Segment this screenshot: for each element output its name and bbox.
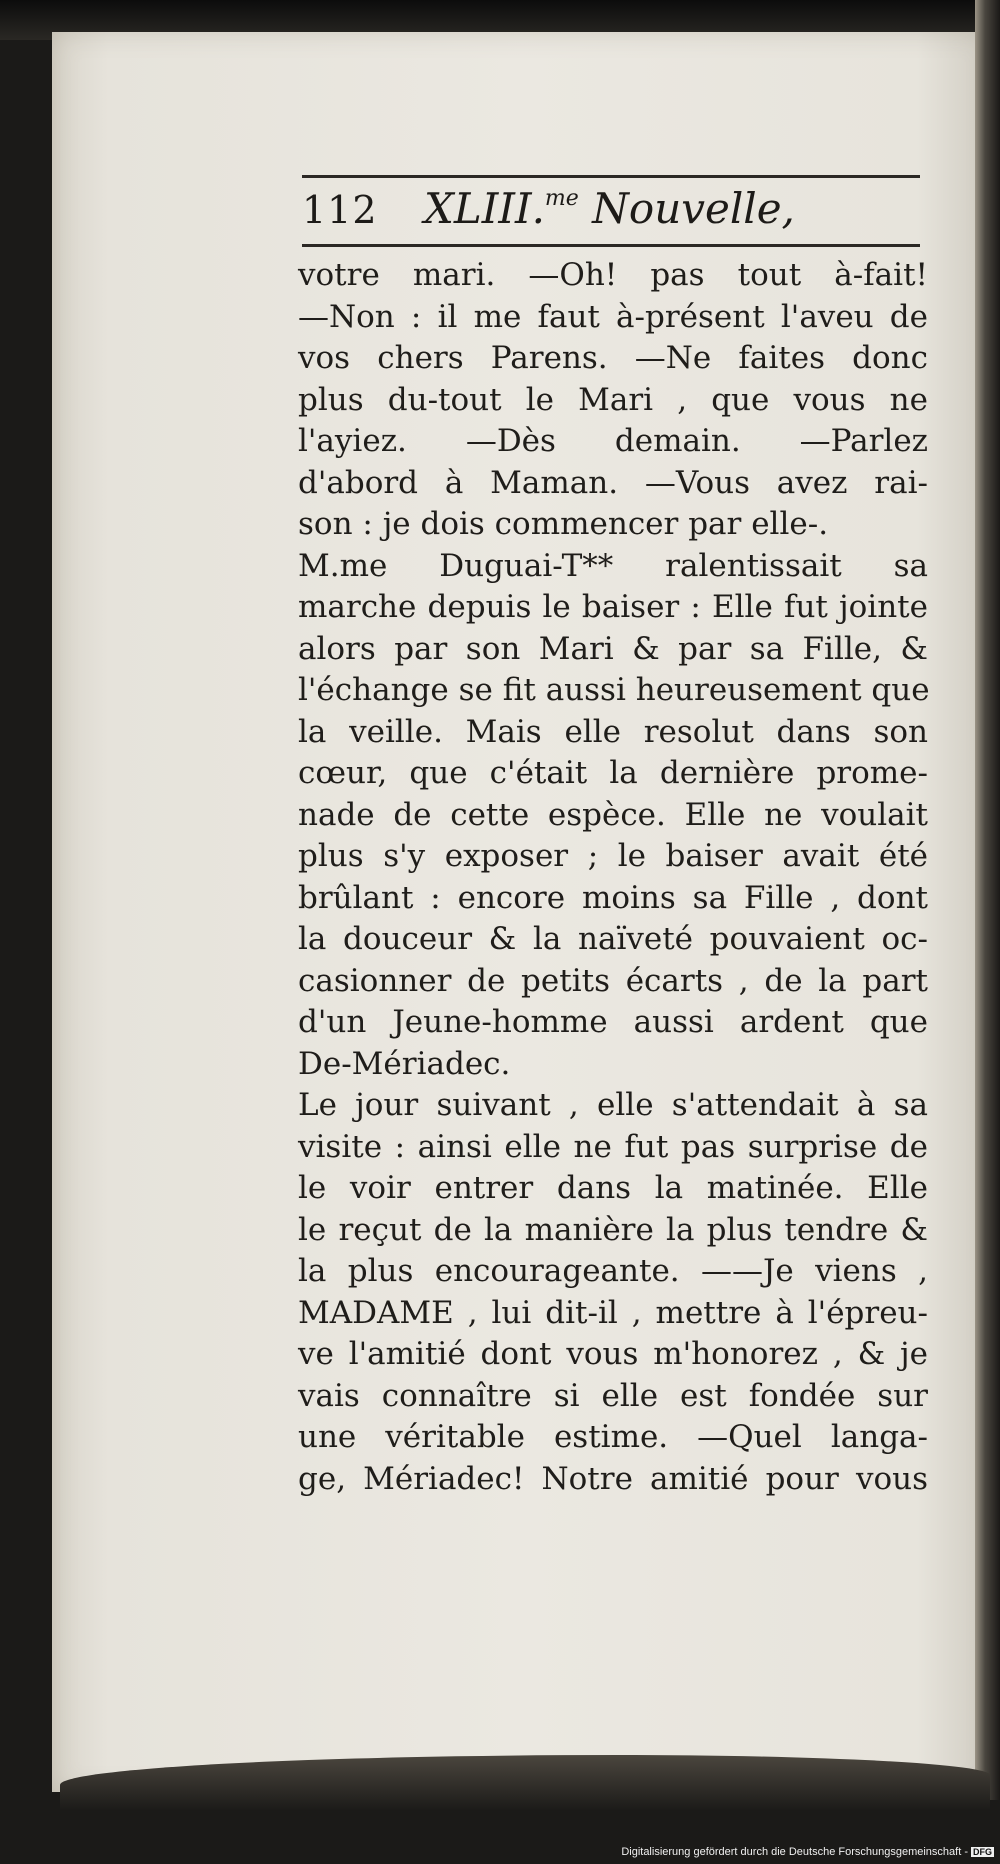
text-line: le voir entrer dans la matinée. Elle [298, 1170, 928, 1206]
text-line: une véritable estime. —Quel langa- [298, 1419, 928, 1455]
text-line: alors par son Mari & par sa Fille, & [298, 630, 928, 667]
text-line: —Non : il me faut à-présent l'aveu de [298, 298, 928, 335]
text-line: marche depuis le baiser : Elle fut jointe [298, 589, 928, 625]
text-line: brûlant : encore moins sa Fille , dont [298, 879, 928, 916]
header-rule-top [302, 175, 920, 178]
page-header [302, 180, 920, 240]
running-title-superscript: me [544, 186, 579, 211]
text-line: la plus encourageante. ——Je viens , [298, 1253, 928, 1289]
text-line: la veille. Mais elle resolut dans son [298, 713, 928, 750]
text-line: l'ayiez. —Dès demain. —Parlez [298, 423, 928, 459]
header-rule-bottom [302, 244, 920, 247]
running-title [424, 184, 795, 233]
credit-text: Digitalisierung gefördert durch die Deutsche Forschungsgemeinschaft - [621, 1846, 968, 1858]
text-line: la douceur & la naïveté pouvaient oc- [298, 921, 928, 957]
text-line: d'un Jeune-homme aussi ardent que [298, 1004, 928, 1040]
page-number: 112 [302, 188, 378, 232]
text-line: vais connaître si elle est fondée sur [298, 1377, 928, 1414]
page-edge-right [975, 0, 1000, 1800]
body-text [298, 255, 928, 1500]
text-line: MADAME , lui dit-il , mettre à l'épreu- [298, 1294, 928, 1331]
dfg-logo: DFG [973, 1847, 992, 1857]
text-line: Le jour suivant , elle s'attendait à sa [298, 1087, 928, 1123]
text-line: ge, Mériadec! Notre amitié pour vous [298, 1460, 928, 1497]
text-line: le reçut de la manière la plus tendre & [298, 1211, 928, 1248]
text-line: nade de cette espèce. Elle ne voulait [298, 796, 928, 833]
text-line: vos chers Parens. —Ne faites donc [298, 340, 928, 376]
text-line: visite : ainsi elle ne fut pas surprise de [298, 1128, 928, 1165]
text-line: son : je dois commencer par elle-. [298, 506, 829, 542]
text-line: ve l'amitié dont vous m'honorez , & je [298, 1336, 928, 1372]
text-line: d'abord à Maman. —Vous avez rai- [298, 464, 928, 501]
text-line: M.me Duguai-T** ralentissait sa [298, 547, 928, 584]
text-line: l'échange se fit aussi heureusement que [298, 672, 930, 708]
text-line: votre mari. —Oh! pas tout à-fait! [298, 257, 928, 293]
text-line: De-Mériadec. [298, 1045, 511, 1082]
text-line: plus s'y exposer ; le baiser avait été [298, 838, 928, 874]
digitization-credit [621, 1846, 994, 1858]
running-title-numeral: XLIII. [424, 184, 545, 233]
text-line: cœur, que c'était la dernière prome- [298, 755, 928, 791]
text-line: plus du-tout le Mari , que vous ne [298, 381, 928, 418]
text-line: casionner de petits écarts , de la part [298, 962, 928, 999]
running-title-word: Nouvelle, [578, 184, 795, 233]
